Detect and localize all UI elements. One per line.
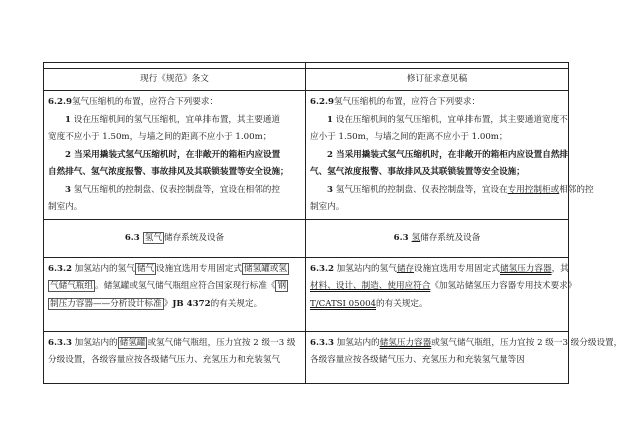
current-clause-632 [44, 257, 306, 331]
current-clause-633 [44, 331, 306, 383]
standard-code: T/CATSI 05004 [310, 298, 377, 309]
revised-clause-629 [306, 91, 594, 220]
revised-clause-632 [306, 257, 577, 331]
clause-text: 加氢站内的氢气 [336, 263, 397, 274]
clause-line-c [48, 296, 301, 314]
left-column-header: 现行《规范》条文 [44, 69, 306, 91]
section-number: 6.3 [393, 232, 409, 243]
item-number: 3 [65, 184, 71, 195]
revised-section-63 [306, 219, 569, 257]
revised-text: 专用控制柜或 [507, 184, 560, 195]
clause-number: 6.3.2 [310, 263, 334, 274]
clause-title-line [310, 94, 564, 112]
item-2-line-a [310, 147, 569, 165]
clause-text: 《加氢站储氢压力容器专用技术要求》 [430, 281, 577, 291]
clause-text: 或氢气储气瓶组，压力宜按 2 级一3 级 [147, 337, 296, 348]
clause-line-a [310, 335, 622, 353]
item-3-line-a [310, 182, 594, 200]
revised-text: 储氢压力容器 [379, 337, 432, 348]
item-1-line-a [310, 112, 568, 130]
deleted-text: 储气 [136, 263, 155, 274]
clause-line-b: 分级设置，各级容量应按各级储气压力、充氢压力和充装氢气 [48, 355, 281, 365]
clause-line-b: 各级容量应按各级储气压力、充氢压力和充装氢气量等因 [310, 355, 525, 365]
revised-text: 氢 [411, 232, 421, 243]
clause-number: 6.3.3 [48, 337, 72, 348]
item-3-line-b: 制室内。 [310, 202, 345, 212]
item-3-line-b: 制室内。 [48, 202, 83, 212]
item-2-line-b: 自然排气、氢气浓度报警、事故排风及其联锁装置等安全设施； [48, 167, 289, 177]
clause-title: 氢气压缩机的布置，应符合下列要求： [333, 97, 481, 107]
item-number: 1 [327, 114, 333, 125]
item-3-line-a [48, 182, 301, 200]
clause-text: 。储氢罐或氢气储气瓶组应符合国家现行标准《 [94, 281, 276, 291]
comparison-table [43, 62, 622, 384]
clause-text: 加氢站内的 [336, 337, 380, 348]
item-text: 设在压缩机间的氢气压缩机，宜单排布置，其主要通道宽度不 [335, 114, 568, 125]
current-section-63 [44, 219, 306, 257]
item-number: 2 [327, 149, 333, 160]
header-row [44, 69, 569, 91]
deleted-text: 氢气 [144, 232, 162, 243]
section-row-63 [44, 219, 569, 257]
clause-text: 设施宜选用专用固定式 [156, 263, 242, 274]
clause-line-a [310, 261, 569, 279]
clause-text: 的有关规定。 [376, 298, 428, 309]
clause-line-b [310, 278, 577, 296]
clause-line-a [48, 335, 301, 353]
item-text: 当采用撬装式氢气压缩机时，在非敞开的箱柜内应设置自然排 [335, 149, 569, 160]
section-title: 储存系统及设备 [163, 232, 225, 243]
clause-number: 6.3.3 [310, 337, 334, 348]
clause-row-632 [44, 257, 569, 331]
deleted-text: 制压力容器——分析设计标准 [50, 298, 162, 309]
clause-text: 的有关规定。 [210, 298, 263, 309]
standard-code: JB 4372 [172, 298, 211, 309]
item-number: 2 [65, 149, 71, 160]
section-number: 6.3 [124, 232, 140, 243]
revised-clause-633 [306, 331, 622, 383]
right-column-header: 修订征求意见稿 [306, 69, 569, 91]
clause-row-629 [44, 91, 569, 220]
clause-title-line [48, 94, 301, 112]
item-2-line-b: 气、氢气浓度报警、事故排风及其联锁装置等安全设施； [310, 167, 525, 177]
deleted-text: 气储气瓶组 [50, 281, 93, 291]
deleted-text: 储氢罐或氢 [244, 263, 287, 274]
item-number: 3 [327, 184, 333, 195]
item-1-line-a [48, 112, 301, 130]
item-1-line-b: 应小于 1.50m，与墙之间的距离不应小于 1.00m； [310, 132, 508, 142]
item-text: 设在压缩机间的氢气压缩机，宜单排布置，其主要通道 [73, 114, 280, 125]
item-text: 氢气压缩机的控制盘、仪表控制盘等，宜设在 [335, 184, 508, 195]
clause-text: 加氢站内的氢气 [74, 263, 135, 274]
item-text: 相邻的控 [559, 184, 594, 195]
clause-line-b [48, 278, 301, 296]
clause-number: 6.3.2 [48, 263, 72, 274]
item-text: 氢气压缩机的控制盘、仪表控制盘等，宜设在相邻的控 [73, 184, 280, 195]
section-title: 储存系统及设备 [420, 232, 481, 243]
item-1-line-b: 宽度不应小于 1.50m，与墙之间的距离不应小于 1.00m； [48, 132, 272, 142]
clause-text: ，其 [551, 263, 569, 274]
revised-text: 储存 [396, 263, 415, 274]
deleted-text: 储氢罐 [119, 337, 146, 348]
deleted-text: 钢 [277, 281, 287, 291]
clause-title: 氢气压缩机的布置，应符合下列要求： [71, 97, 219, 107]
item-text: 当采用撬装式氢气压缩机时，在非敞开的箱柜内应设置 [73, 149, 281, 160]
current-clause-629 [44, 91, 306, 220]
clause-text: 或氢气储气瓶组，压力宜按 2 级一3 级分级设置， [431, 337, 622, 348]
item-2-line-a [48, 147, 301, 165]
revised-text: 材料、设计、制造、使用应符合 [310, 281, 431, 291]
clause-text: 》 [163, 298, 173, 309]
clause-row-633 [44, 331, 569, 383]
clause-line-c [310, 296, 564, 314]
clause-number: 6.2.9 [48, 97, 72, 107]
clause-text: 加氢站内的 [74, 337, 118, 348]
item-number: 1 [65, 114, 71, 125]
clause-line-a [48, 261, 301, 279]
clause-text: 设施宜选用专用固定式 [414, 263, 500, 274]
clause-number: 6.2.9 [310, 97, 334, 107]
revised-text: 储氢压力容器 [500, 263, 552, 274]
